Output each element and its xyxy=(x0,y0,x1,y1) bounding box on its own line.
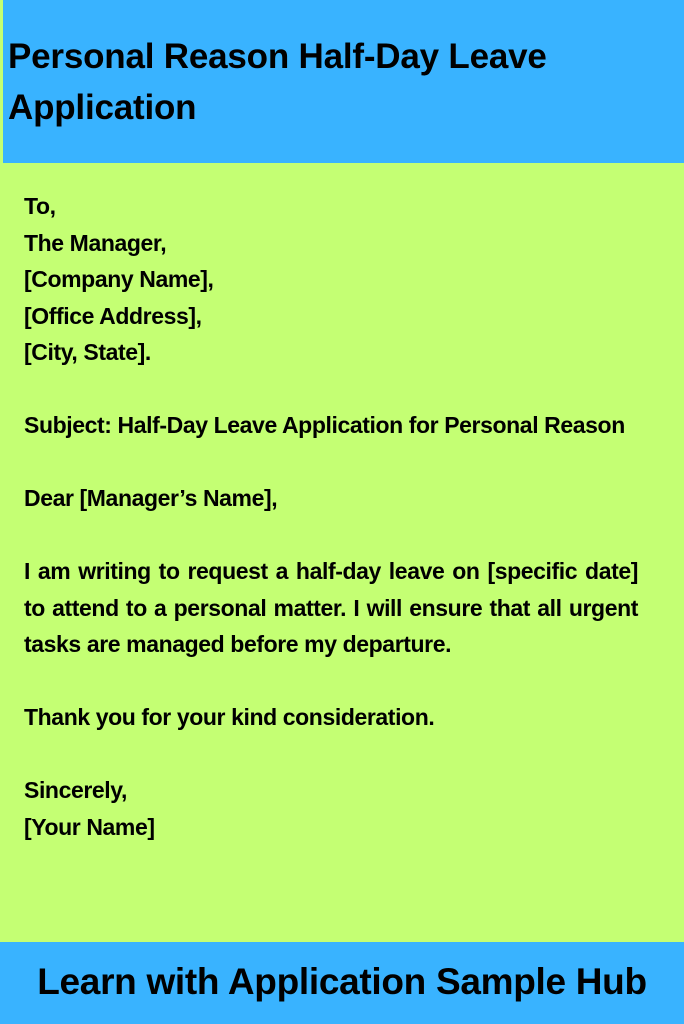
footer-text: Learn with Application Sample Hub xyxy=(37,961,647,1002)
closing-line: Sincerely, xyxy=(24,777,127,803)
salutation: Dear [Manager’s Name], xyxy=(24,485,278,511)
address-line-recipient: The Manager, xyxy=(24,229,167,256)
letter-body xyxy=(24,188,638,845)
footer-banner xyxy=(0,942,684,1024)
page-title: Personal Reason Half-Day Leave Application xyxy=(8,37,547,127)
subject-line: Subject: Half-Day Leave Application for Personal Reason xyxy=(24,412,625,438)
address-line-office: [Office Address], xyxy=(24,302,202,329)
thanks-line: Thank you for your kind consideration. xyxy=(24,704,435,730)
recipient-address xyxy=(24,188,638,371)
address-line-city: [City, State]. xyxy=(24,339,151,365)
address-line-to: To, xyxy=(24,193,56,219)
body-paragraph: I am writing to request a half-day leave on [specific date] to attend to a personal matter. I will ensure that all urgent tasks are managed before my departure. xyxy=(24,558,638,657)
address-line-company: [Company Name], xyxy=(24,266,214,292)
signature-placeholder: [Your Name] xyxy=(24,813,155,840)
title-banner xyxy=(3,0,684,163)
